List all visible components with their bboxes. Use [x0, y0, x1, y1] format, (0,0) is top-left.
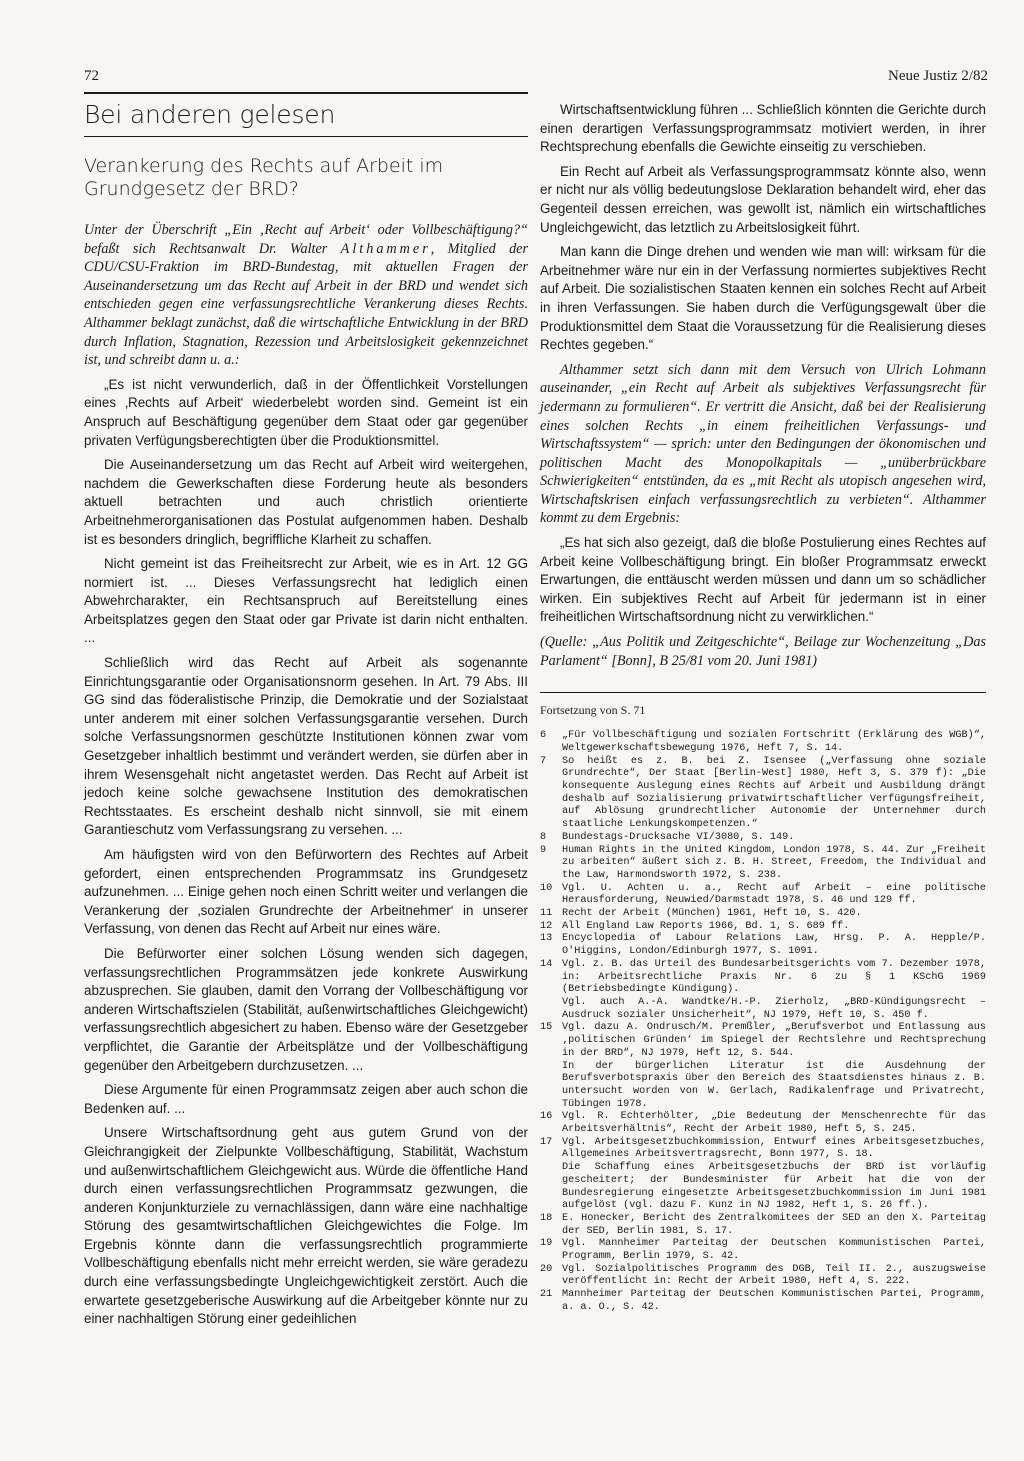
body-paragraph: Am häufigsten wird von den Befürwortern des Rechtes auf Arbeit gefordert, einen entsprechenden Programmsatz ins Grundgesetz aufzunehmen. ... Einige gehen noch einen Schritt weiter und verlangen die Verankerung der ‚sozialen Grundrechte der Arbeitnehmer‘ in unserer Verfassung, von denen das Recht auf Arbeit nur eines wäre.: [84, 847, 528, 937]
body-paragraph: Nicht gemeint ist das Freiheitsrecht zur Arbeit, wie es in Art. 12 GG normiert ist. ... Dieses Verfassungsrecht hat lediglich einen Abwehrcharakter, ein Rechtsanspruch auf Bereitstellung eines Arbeitsplatzes gegen den Staat oder gar Private ist darin nicht enthalten. ...: [84, 556, 528, 646]
source-citation: (Quelle: „Aus Politik und Zeitgeschichte“, Beilage zur Wochenzeitung „Das Parlament“ [Bonn], B 25/81 vom 20. Juni 1981): [540, 634, 986, 669]
footnote-text: In der bürgerlichen Literatur ist die Ausdehnung der Berufsverbotspraxis über den Bereich des Staatsdienstes hinaus z. B. untersucht worden von W. Gerlach, Radikalenfrage und Privatrecht, Tübingen 1978.: [562, 1060, 986, 1110]
page-number: 72: [84, 68, 99, 84]
footnote-number: [540, 997, 562, 1022]
body-paragraph: Man kann die Dinge drehen und wenden wie man will: wirksam für die Arbeitnehmer wäre nur ein in der Verfassung normiertes subjektives Recht auf Arbeit. Die sozialistischen Staaten kennen ein solches Recht auf Arbeit in ihren Verfassungen. Sie haben durch die Verfügungsgewalt über die Produktionsmittel dem Staat die Voraussetzung für die Realisierung dieses Rechtes gegeben.“: [540, 244, 986, 353]
footnote-text: Vgl. z. B. das Urteil des Bundesarbeitsgerichts vom 7. Dezember 1978, in: Arbeitsrechtliche Praxis Nr. 6 zu § 1 KSchG 1969 (Betriebsbedingte Kündigung).: [562, 958, 986, 996]
body-paragraph: Die Auseinandersetzung um das Recht auf Arbeit wird weitergehen, nachdem die Gewerkschaften diese Forderung heute als besonders aktuell betrachten und auch christlich orientierte Arbeitnehmerorganisationen das Postulat aufgenommen haben. Deshalb ist es besonders dringlich, begriffliche Klarheit zu schaffen.: [84, 457, 528, 547]
intro-paragraph: Unter der Überschrift „Ein ‚Recht auf Arbeit‘ oder Vollbeschäftigung?“ befaßt sich Rechtsanwalt Dr. Walter Althammer, Mitglied der CDU/CSU-Fraktion im BRD-Bundestag, mit aktuellen Fragen der Auseinandersetzung um das Recht auf Arbeit in der BRD und wendet sich entschieden gegen eine verfassungsrechtliche Verankerung dieses Rechts. Althammer beklagt zunächst, daß die wirtschaftliche Entwicklung in der BRD durch Inflation, Stagnation, Rezession und Arbeitslosigkeit gekennzeichnet ist, und schreibt dann u. a.:: [84, 222, 529, 369]
footnote: [540, 921, 986, 934]
footnote-text: Vgl. R. Echterhölter, „Die Bedeutung der Menschenrechte für das Arbeitsverhältnis“, Recht der Arbeit 1980, Heft 5, S. 245.: [562, 1111, 986, 1136]
right-column: [540, 101, 986, 1315]
article-title: Verankerung des Rechts auf Arbeit im Grundgesetz der BRD?: [84, 155, 444, 200]
footnote-number: 18: [540, 1212, 553, 1224]
footnotes-heading: Fortsetzung von S. 71: [540, 703, 646, 718]
footnote: [540, 1137, 986, 1162]
footnote-text: Vgl. auch A.-A. Wandtke/H.-P. Zierholz, „BRD-Kündigungsrecht – Ausdruck sozialer Unsicherheit“, NJ 1979, Heft 10, S. 450 f.: [562, 996, 986, 1021]
footnote-number: 17: [540, 1136, 553, 1148]
quoted-text-continued: [540, 101, 986, 355]
footnote-text: E. Honecker, Bericht des Zentralkomitees der SED an den X. Parteitag der SED, Berlin 1981, S. 17.: [562, 1212, 986, 1237]
footnote-text: „Für Vollbeschäftigung und sozialen Fortschritt (Erklärung des WGB)“, Weltgewerkschaftsbewegung 1976, Heft 7, S. 14.: [562, 730, 986, 754]
section-rule: [84, 136, 528, 137]
header-rule: [84, 92, 528, 94]
footnote-text: Vgl. Mannheimer Parteitag der Deutschen Kommunistischen Partei, Programm, Berlin 1979, S. 42.: [562, 1238, 986, 1263]
footnote-number: 16: [540, 1111, 553, 1123]
footnote-number: 21: [540, 1289, 553, 1301]
footnote-text: Vgl. Arbeitsgesetzbuchkommission, Entwurf eines Arbeitsgesetzbuches, Allgemeines Arbeitsvertragsrecht, Bonn 1977, S. 18.: [562, 1136, 986, 1161]
footnote-text: Vgl. U. Achten u. a., Recht auf Arbeit – eine politische Herausforderung, Neuwied/Darmstadt 1978, S. 46 und 129 ff.: [562, 882, 986, 907]
left-column: [84, 100, 528, 1335]
footnote-text: All England Law Reports 1966, Bd. 1, S. 689 ff.: [562, 920, 850, 932]
footnote-number: 20: [540, 1263, 553, 1275]
footnote-number: 11: [540, 908, 553, 920]
conclusion-quote: „Es hat sich also gezeigt, daß die bloße Postulierung eines Rechtes auf Arbeit keine Vollbeschäftigung bringt. Ein bloßer Programmsatz erweckt Erwartungen, die enttäuscht werden müssen und dann um so schädlicher wirken. Ein subjektives Recht auf Arbeit für jedermann ist in einer freiheitlichen Wirtschaftsordnung nicht zu verwirklichen.“: [540, 535, 986, 625]
footnote-number: 15: [540, 1022, 553, 1034]
body-paragraph: Schließlich wird das Recht auf Arbeit als sogenannte Einrichtungsgarantie oder Organisationsnorm gesehen. In Art. 79 Abs. III GG sind das föderalistische Prinzip, die Demokratie und der Sozialstaat unter anderem mit einer solchen Verfassungsgarantie versehen. Durch solche Verfassungsnormen geschützte Institutionen können zwar vom Gesetzgeber inhaltlich bestimmt und verändert werden, sie dürfen aber in ihrem Wesensgehalt nicht angetastet werden. Das Recht auf Arbeit ist jedoch keine solche gewachsene Institution des demokratischen Rechtsstaates. Es erscheint deshalb nicht sinnvoll, sie mit einem Garantieschutz vom Verfassungsrang zu versehen. ...: [84, 655, 528, 838]
footnote-text: Die Schaffung eines Arbeitsgesetzbuchs der BRD ist vorläufig gescheitert; der Bundesminister für Arbeit hat die von der Bundesregierung eingesetzte Arbeitsgesetzbuchkommission im Juni 1981 aufgelöst (vgl. dazu F. Kunz in NJ 1982, Heft 1, S. 26 ff.).: [562, 1162, 986, 1212]
footnote-number: 8: [540, 831, 547, 843]
footnote: [540, 1264, 986, 1289]
footnote: [540, 1238, 986, 1263]
footnote-text: Mannheimer Parteitag der Deutschen Kommunistischen Partei, Programm, a. a. O., S. 42.: [562, 1289, 986, 1313]
body-paragraph: Ein Recht auf Arbeit als Verfassungsprogrammsatz könnte also, wenn er nicht nur als völlig bedeutungslose Deklaration behandelt wird, eher das Gegenteil dessen erreichen, was gewollt ist, nämlich ein wirtschaftliches Ungleichgewicht, das letztlich zu Arbeitslosigkeit führt.: [540, 163, 986, 235]
footnote-number: 10: [540, 882, 553, 894]
body-paragraph: Unsere Wirtschaftsordnung geht aus gutem Grund von der Gleichrangigkeit der Zielpunkte Vollbeschäftigung, Stabilität, Wachstum und außenwirtschaftlichem Gleichgewicht aus. Würde die öffentliche Hand durch einen verfassungsrechtlichen Programmsatz gezwungen, die anderen Konjunkturziele zu vernachlässigen, dann wäre eine nachhaltige Störung des gesamtwirtschaftlichen Gleichgewichtes die Folge. Im Ergebnis könnte dann die verfassungsrechtlich programmierte Vollbeschäftigung ebenfalls nicht mehr erreicht werden, sie wäre geradezu durch eine verfassungsbedingte Ungleichgewichtigkeit zerstört. Auch die erwartete gesetzgeberische Auswirkung auf die Arbeitgeber könnte nur zu einer nachhaltigen Störung einer gedeihlichen: [84, 1125, 528, 1327]
quoted-text: [84, 376, 528, 1329]
footnote-number: [540, 1162, 562, 1213]
footnote: [540, 933, 986, 958]
body-paragraph: Diese Argumente für einen Programmsatz zeigen aber auch schon die Bedenken auf. ...: [84, 1082, 528, 1116]
footnote-number: 12: [540, 920, 553, 932]
section-title: Bei anderen gelesen: [84, 100, 336, 129]
footnote-text: Human Rights in the United Kingdom, London 1978, S. 44. Zur „Freiheit zu arbeiten“ äußert sich z. B. H. Street, Freedom, the Individual and the Law, Harmondsworth 1972, S. 238.: [562, 844, 986, 881]
footnotes: [540, 730, 986, 1314]
footnote: [540, 997, 986, 1022]
footnote-number: 14: [540, 958, 553, 970]
footnote-number: 9: [540, 844, 547, 856]
editorial-paragraph: Althammer setzt sich dann mit dem Versuch von Ulrich Lohmann auseinander, „ein Recht auf Arbeit als subjektives Verfassungsrecht für jedermann zu formulieren“. Er vertritt die Ansicht, daß bei der Realisierung eines solchen Rechts „in einem freiheitlichen Verfassungs- und Wirtschaftssystem“ — sprich: unter den Bedingungen der ökonomischen und politischen Macht des Monopolkapitals — „unüberbrückbare Schwierigkeiten“ entstünden, da es „mit Recht als utopisch angesehen wird, Wirtschaftskrisen einfach verfassungsrechtlich zu verbieten“. Althammer kommt zu dem Ergebnis:: [540, 361, 986, 527]
footnote: [540, 1162, 986, 1213]
journal-reference: Neue Justiz 2/82: [888, 68, 988, 84]
footnote: [540, 883, 986, 908]
footnote: [540, 1111, 986, 1136]
footnote-text: Bundestags-Drucksache VI/3080, S. 149.: [562, 831, 795, 843]
footnote-number: 19: [540, 1238, 553, 1250]
footnote: [540, 1061, 986, 1112]
footnote: [540, 756, 986, 832]
footnote: [540, 730, 986, 755]
footnote: [540, 1213, 986, 1238]
body-paragraph: Wirtschaftsentwicklung führen ... Schließlich könnten die Gerichte durch einen derartigen Verfassungsprogrammsatz motiviert werden, in ihrer Rechtsprechung ebenfalls die Gewichte einseitig zu verschieben.: [540, 102, 986, 155]
body-paragraph: „Es ist nicht verwunderlich, daß in der Öffentlichkeit Vorstellungen eines ‚Rechts auf Arbeit‘ wiederbelebt worden sind. Gemeint ist ein Anspruch auf Beschäftigung gegenüber dem Staat oder gar gegenüber privaten Verfügungsberechtigten über die Produktionsmittel.: [84, 376, 528, 448]
footnote-number: 13: [540, 933, 553, 945]
footnote: [540, 1022, 986, 1060]
footnote: [540, 959, 986, 997]
body-paragraph: Die Befürworter einer solchen Lösung wenden sich dagegen, verfassungsrechtlichen Programmsätzen jede konkrete Auswirkung abzusprechen. Sie glauben, damit den Vorrang der Vollbeschäftigung vor anderen Wirtschaftszielen (Stabilität, außenwirtschaftliches Gleichgewicht) verfassungsrechtlich abgesichert zu haben. Ebenso wäre der Gesetzgeber verpflichtet, die Garantie der Arbeitsplätze und der Vollbeschäftigung gegenüber den Arbeitgebern durchzusetzen. ...: [84, 945, 528, 1073]
footnote-text: Encyclopedia of Labour Relations Law, Hrsg. P. A. Hepple/P. O'Higgins, London/Edinburgh 1977, S. 1091.: [562, 933, 986, 958]
footnote-number: 6: [540, 730, 547, 742]
footnote: [540, 845, 986, 883]
footnote: [540, 832, 986, 845]
footnote-text: Vgl. Sozialpolitisches Programm des DGB, Teil II. 2., auszugsweise veröffentlicht in: Recht der Arbeit 1980, Heft 4, S. 222.: [562, 1263, 986, 1288]
footnote-number: 7: [540, 755, 547, 767]
footnote: [540, 908, 986, 921]
footnote-rule: [540, 692, 986, 693]
footnote: [540, 1289, 986, 1314]
footnote-text: Vgl. dazu A. Ondrusch/M. Premßler, „Berufsverbot und Entlassung aus ‚politischen Gründen‘ im Spiegel der Rechtslehre und Rechtsprechung in der BRD“, NJ 1979, Heft 12, S. 544.: [562, 1022, 986, 1059]
author-name: Althammer: [340, 240, 431, 257]
footnote-number: [540, 1061, 562, 1112]
footnote-text: Recht der Arbeit (München) 1961, Heft 10, S. 420.: [562, 908, 862, 920]
footnote-text: So heißt es z. B. bei Z. Isensee („Verfassung ohne soziale Grundrechte“, Der Staat [Berlin-West] 1980, Heft 3, S. 379 f): „Die konsequente Auslegung eines Rechts auf Arbeit und Ausbildung drängt deshalb auf Sozialisierung privatwirtschaftlicher Verfügungsfreiheit, auf Ablösung grundrechtlicher Autonomie der Unternehmer durch staatliche Lenkungskompetenzen.“: [562, 755, 986, 831]
